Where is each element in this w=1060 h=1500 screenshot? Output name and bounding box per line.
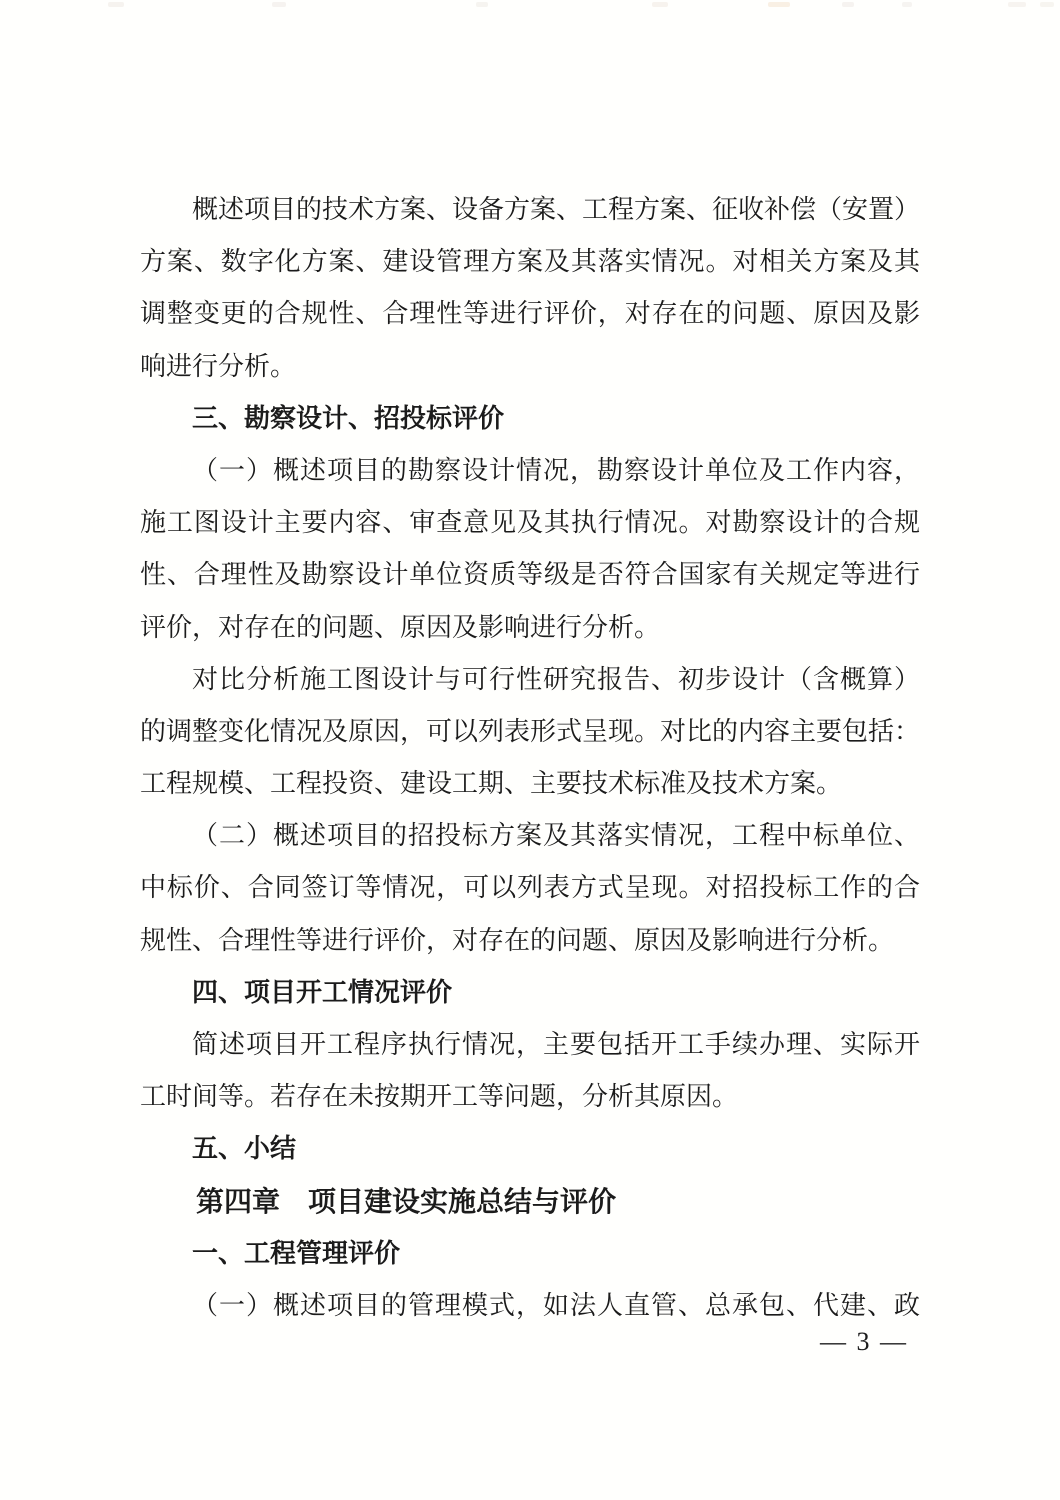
scan-artifact [1008, 2, 1026, 7]
chapter-heading: 第四章 项目建设实施总结与评价 [196, 1185, 617, 1217]
section-heading: 四、项目开工情况评价 [192, 977, 453, 1007]
body-line: 性、合理性及勘察设计单位资质等级是否符合国家有关规定等进行 [140, 560, 920, 590]
scan-artifact [1040, 2, 1054, 7]
body-line: 对比分析施工图设计与可行性研究报告、初步设计（含概算） [192, 664, 920, 694]
page-number: — 3 — [820, 1327, 908, 1356]
body-line: 工时间等。若存在未按期开工等问题，分析其原因。 [140, 1082, 739, 1112]
document-body [140, 184, 920, 1332]
body-line: 方案、数字化方案、建设管理方案及其落实情况。对相关方案及其 [140, 247, 920, 277]
body-line: 响进行分析。 [140, 351, 297, 381]
scan-artifact [272, 2, 286, 7]
scan-artifacts [0, 0, 1060, 12]
section-heading: 五、小结 [192, 1134, 297, 1164]
scan-artifact [476, 2, 488, 7]
body-line: 评价，对存在的问题、原因及影响进行分析。 [140, 612, 661, 642]
body-line: （二）概述项目的招投标方案及其落实情况，工程中标单位、 [192, 821, 920, 851]
scan-artifact [768, 2, 790, 7]
body-line: 工程规模、工程投资、建设工期、主要技术标准及技术方案。 [140, 769, 843, 799]
scan-artifact [842, 2, 854, 7]
section-heading: 三、勘察设计、招投标评价 [192, 403, 505, 433]
scan-artifact [108, 2, 124, 7]
scan-artifact [902, 2, 912, 7]
body-line: 中标价、合同签订等情况，可以列表方式呈现。对招投标工作的合 [140, 873, 920, 903]
body-line: 的调整变化情况及原因，可以列表形式呈现。对比的内容主要包括： [140, 716, 921, 746]
body-line: 施工图设计主要内容、审查意见及其执行情况。对勘察设计的合规 [140, 508, 920, 538]
section-heading: 一、工程管理评价 [192, 1238, 401, 1268]
body-line: 简述项目开工程序执行情况，主要包括开工手续办理、实际开 [192, 1030, 920, 1059]
body-line: （一）概述项目的管理模式，如法人直管、总承包、代建、政 [192, 1290, 920, 1320]
body-line: 概述项目的技术方案、设备方案、工程方案、征收补偿（安置） [192, 195, 921, 224]
scan-artifact [652, 2, 668, 7]
body-line: 调整变更的合规性、合理性等进行评价，对存在的问题、原因及影 [140, 299, 920, 329]
body-line: 规性、合理性等进行评价，对存在的问题、原因及影响进行分析。 [140, 925, 895, 955]
body-line: （一）概述项目的勘察设计情况，勘察设计单位及工作内容， [192, 455, 920, 485]
